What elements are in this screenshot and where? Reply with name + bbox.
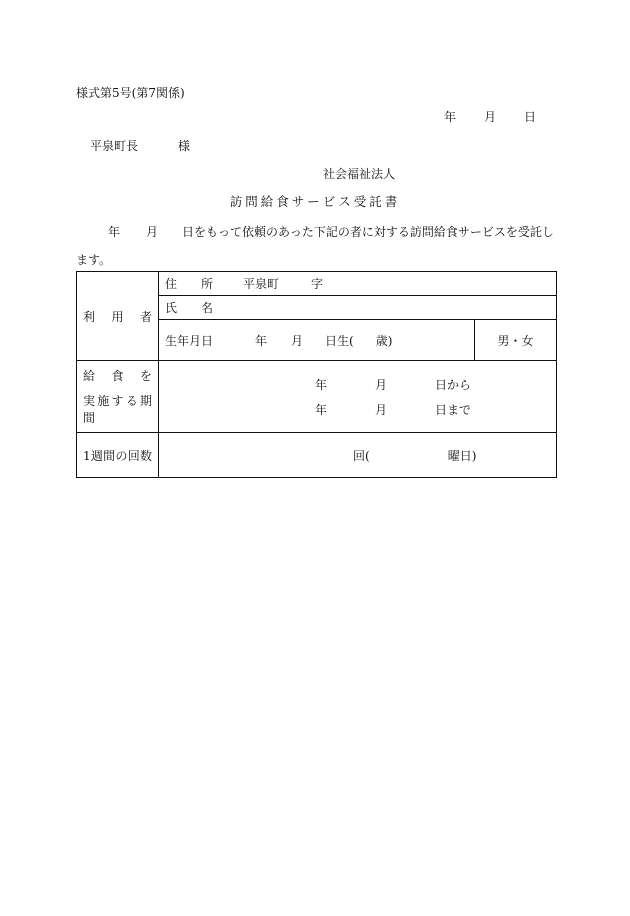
date-day: 日 (524, 110, 537, 124)
from-day: 日から (435, 377, 472, 392)
period-cell (159, 361, 557, 433)
name-label: 氏 名 (165, 301, 214, 315)
weekly-weekday: 曜日) (447, 448, 477, 463)
to-day: 日まで (435, 402, 472, 417)
date-month: 月 (484, 110, 497, 124)
organization: 社会福祉法人 (323, 167, 396, 181)
name-cell (159, 296, 557, 320)
birth-label: 生年月日 (165, 333, 214, 348)
address-aza: 字 (311, 277, 324, 291)
body-rest: 日をもって依頼のあった下記の者に対する訪問給食サービスを受託します。 (76, 225, 554, 267)
period-label-line2: 実施する期間 (83, 394, 152, 425)
period-label-cell (77, 361, 159, 433)
addressee-suffix: 様 (178, 139, 191, 153)
form-number: 様式第5号(第7関係) (76, 86, 185, 100)
period-from (165, 376, 550, 393)
birth-year: 年 (255, 333, 268, 348)
birth-month: 月 (291, 333, 304, 348)
body-text (76, 218, 556, 274)
address-label: 住 所 (165, 277, 214, 291)
body-month: 月 (146, 225, 159, 239)
to-month: 月 (375, 402, 388, 417)
period-label-line1: 給 食 を (83, 369, 152, 383)
body-year: 年 (108, 225, 121, 239)
from-month: 月 (375, 377, 388, 392)
document-title: 訪問給食サービス受託書 (229, 194, 401, 209)
to-year: 年 (315, 402, 328, 417)
user-label-cell (77, 272, 159, 361)
addressee-name: 平泉町長 (90, 139, 139, 153)
period-to (165, 401, 550, 418)
address-cell (159, 272, 557, 296)
weekly-label-cell (77, 433, 159, 478)
gender-cell (475, 320, 557, 361)
weekly-times: 回( (353, 448, 370, 463)
age: 歳) (375, 333, 393, 348)
birth-cell (159, 320, 475, 361)
user-label: 利 用 者 (83, 309, 152, 324)
weekly-label: 1週間の回数 (83, 448, 152, 463)
date-year: 年 (444, 110, 457, 124)
birth-day: 日生( (325, 333, 354, 348)
weekly-cell (159, 433, 557, 478)
addressee (90, 137, 190, 154)
gender: 男・女 (497, 333, 534, 348)
entrustment-table (76, 271, 557, 478)
address-town: 平泉町 (243, 277, 280, 291)
from-year: 年 (315, 377, 328, 392)
date-line (444, 108, 536, 125)
